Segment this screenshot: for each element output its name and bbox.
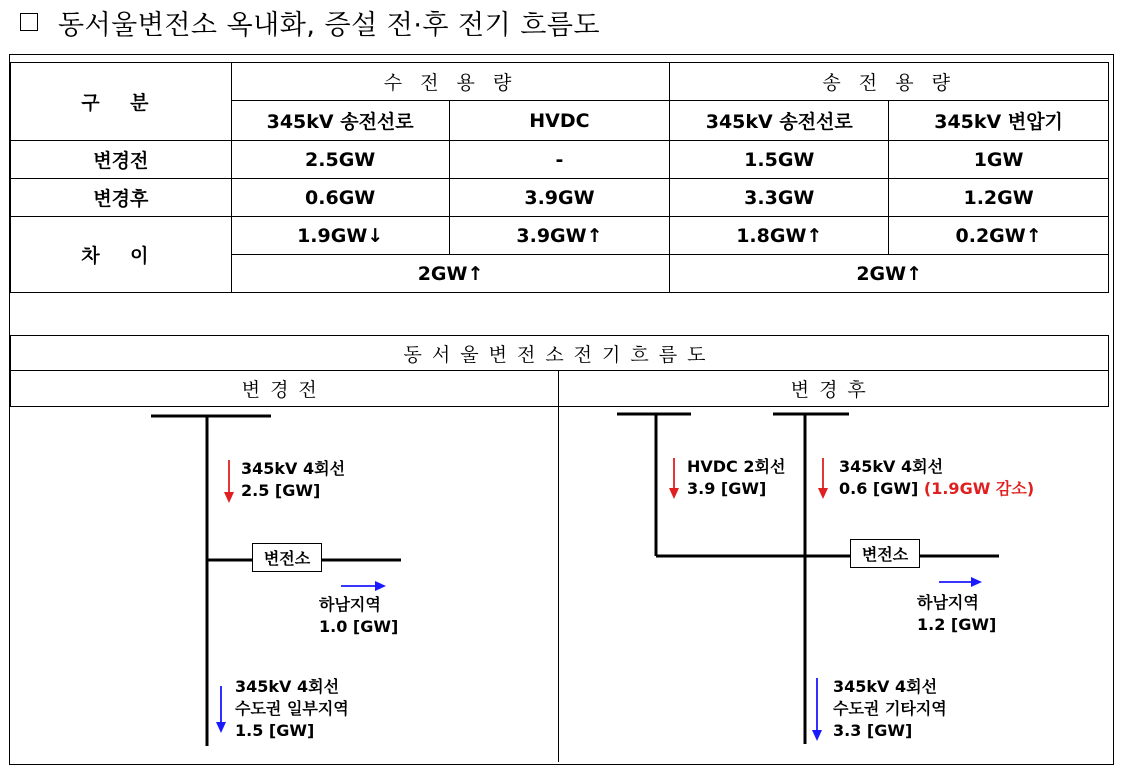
send-capacity-header: 송 전 용 량	[670, 63, 1109, 101]
checkbox-square-icon	[20, 13, 38, 31]
table-cell: 1.8GW↑	[670, 217, 889, 255]
table-cell: -	[449, 141, 670, 179]
corner-cell: 구 분	[11, 63, 232, 141]
sub-header: HVDC	[449, 101, 670, 141]
after-hvdc-label: HVDC 2회선 3.9 [GW]	[687, 457, 786, 498]
arrow-down-icon	[224, 492, 234, 503]
after-header: 변경후	[558, 371, 1109, 407]
table-cell: 3.3GW	[670, 179, 889, 217]
after-substation-box: 변전소	[850, 539, 920, 568]
before-substation-box: 변전소	[252, 543, 322, 572]
capacity-table	[10, 62, 1109, 293]
table-row	[11, 179, 1109, 217]
arrow-down-icon	[669, 488, 679, 499]
flow-header-table	[10, 335, 1109, 407]
decrease-note: (1.9GW 감소)	[923, 479, 1035, 498]
table-row	[11, 141, 1109, 179]
before-line-in-label: 345kV 4회선 2.5 [GW]	[241, 459, 346, 500]
arrow-down-icon	[818, 488, 828, 499]
flow-diagram	[11, 406, 1108, 760]
table-cell: 1.2GW	[889, 179, 1109, 217]
table-cell: 0.6GW	[231, 179, 449, 217]
diff-total-receive: 2GW↑	[231, 255, 670, 293]
row-label: 변경전	[11, 141, 232, 179]
arrow-right-icon	[971, 577, 982, 587]
arrow-right-icon	[375, 581, 386, 591]
document-heading	[20, 4, 600, 40]
before-hanam-label: 하남지역 1.0 [GW]	[319, 595, 399, 636]
after-hanam-label: 하남지역 1.2 [GW]	[917, 593, 997, 634]
sub-header: 345kV 송전선로	[670, 101, 889, 141]
table-cell: 1GW	[889, 141, 1109, 179]
diff-total-send: 2GW↑	[670, 255, 1109, 293]
table-cell: 0.2GW↑	[889, 217, 1109, 255]
arrow-down-icon	[216, 722, 226, 733]
before-header: 변경전	[11, 371, 559, 407]
heading-text: 동서울변전소 옥내화, 증설 전·후 전기 흐름도	[58, 9, 601, 41]
row-label: 변경후	[11, 179, 232, 217]
table-cell: 2.5GW	[231, 141, 449, 179]
table-cell: 3.9GW	[449, 179, 670, 217]
after-out-label: 345kV 4회선 수도권 기타지역 3.3 [GW]	[833, 677, 947, 740]
sub-header: 345kV 변압기	[889, 101, 1109, 141]
diff-label: 차 이	[11, 217, 232, 293]
table-row	[11, 217, 1109, 255]
table-cell: 1.5GW	[670, 141, 889, 179]
before-out-label: 345kV 4회선 수도권 일부지역 1.5 [GW]	[235, 677, 349, 740]
table-cell: 3.9GW↑	[449, 217, 670, 255]
after-line-in-label: 345kV 4회선 0.6 [GW] (1.9GW 감소)	[839, 457, 1035, 498]
table-cell: 1.9GW↓	[231, 217, 449, 255]
sub-header: 345kV 송전선로	[231, 101, 449, 141]
flow-title: 동서울변전소전기흐름도	[11, 336, 1109, 371]
receive-capacity-header: 수 전 용 량	[231, 63, 670, 101]
arrow-down-icon	[812, 730, 822, 741]
